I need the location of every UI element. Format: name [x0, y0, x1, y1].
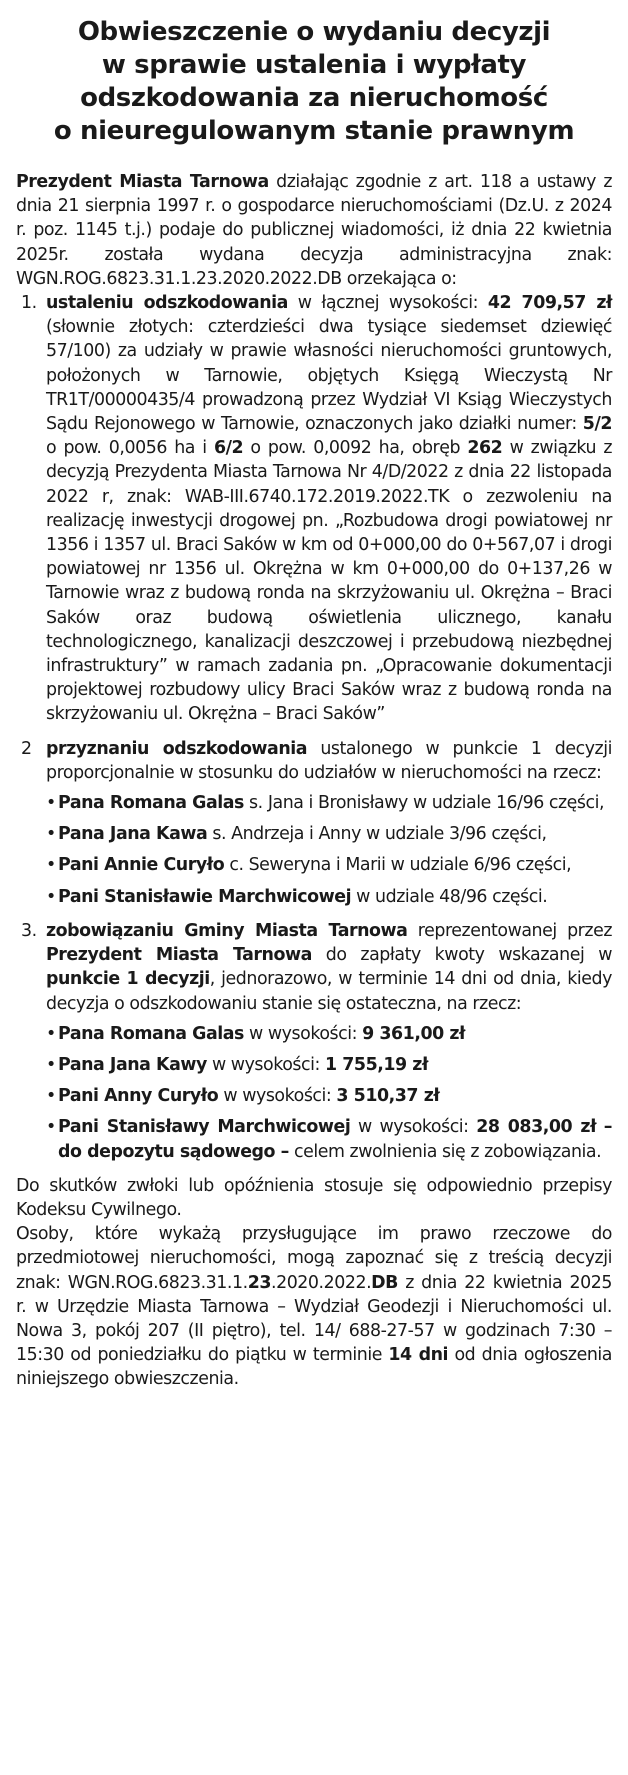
item-2-lead: przyznaniu odszkodowania [46, 738, 308, 759]
deadline-days: 14 dni [388, 1345, 449, 1366]
item-1-text [46, 291, 612, 727]
text-fragment: z dnia 22 kwietnia 2025 r. w Urzędzie Miasta Tarnowa – Wydział Geodezji i Nieruchomości ul. Nowa 3, pokój 207 (II piętro), tel. 14/ 688-27-57 w godzinach 7:30 – 15:30 od poniedziałku do piątku w terminie [16, 1272, 612, 1366]
list-item [46, 1115, 612, 1163]
text-fragment: w wysokości: [218, 1086, 337, 1107]
item-3-text [46, 919, 612, 1016]
person-name: Pana Romana Galas [58, 1023, 244, 1044]
text-fragment: celem zwolnienia się z zobowiązania. [288, 1141, 602, 1162]
text-fragment: ustalonego w punkcie 1 decyzji proporcjonalnie w stosunku do udziałów w nieruchomości na rzecz: [46, 738, 613, 783]
list-item [46, 791, 612, 815]
payment-amount: 3 510,37 zł [336, 1086, 440, 1107]
obreb-number: 262 [467, 438, 503, 459]
person-detail: s. Andrzeja i Anny w udziale 3/96 części, [207, 824, 547, 845]
item-1-lead: ustaleniu odszkodowania [46, 293, 288, 314]
item-3-lead: zobowiązaniu Gminy Miasta Tarnowa [46, 920, 408, 941]
decision-code-part: DB [371, 1272, 398, 1293]
text-fragment: w związku z decyzją Prezydenta Miasta Tarnowa Nr 4/D/2022 z dnia 22 listopada 2022 r, znak: WAB-III.6740.172.2019.2022.TK o zezwoleniu na realizację inwestycji drogowej pn. „Rozbudowa drogi powiatowej nr 1356 i 1357 ul. Braci Saków w km od 0+000,00 do 0+567,07 i drogi powiatowej nr 1356 ul. Okrężna w km 0+000,00 do 0+137,26 w Tarnowie wraz z budową ronda na skrzyżowaniu ul. Okrężna – Braci Saków oraz budową oświetlenia ulicznego, kanału technologicznego, kanalizacji deszczowej i przebudową niezbędnej infrastruktury” w ramach zadania pn. „Opracowanie dokumentacji projektowej rozbudowy ulicy Braci Saków wraz z budową ronda na skrzyżowaniu ul. Okrężna – Braci Saków” [46, 438, 612, 725]
payment-amount: 28 083,00 zł [476, 1117, 597, 1138]
text-fragment: do zapłaty kwoty wskazanej w [311, 945, 612, 966]
text-fragment: .2020.2022. [271, 1272, 372, 1293]
title-line: odszkodowania za nieruchomość [80, 83, 548, 113]
text-fragment: w wysokości: [243, 1023, 363, 1044]
point-reference: punkcie 1 decyzji [46, 969, 210, 990]
title-line: o nieuregulowanym stanie prawnym [53, 116, 575, 146]
person-name: Pani Stanisławy Marchwicowej [58, 1117, 351, 1138]
text-fragment: , jednorazowo, w terminie 14 dni od dnia, kiedy decyzja o odszkodowaniu stanie się ostateczna, na rzecz: [46, 969, 612, 1014]
text-fragment: w wysokości: [206, 1054, 326, 1075]
representative-name: Prezydent Miasta Tarnowa [46, 945, 312, 966]
deposit-note: – do depozytu sądowego – [58, 1117, 613, 1162]
text-fragment: Osoby, które wykażą przysługujące im prawo rzeczowe do przedmiotowej nieruchomości, mogą zapoznać się z treścią decyzji znak: WGN.ROG.6823.31.1. [16, 1224, 612, 1293]
announcement-body [16, 170, 612, 1392]
decision-item-1 [16, 291, 612, 727]
authority-name: Prezydent Miasta Tarnowa [16, 172, 269, 192]
announcement-title [26, 16, 602, 148]
person-name: Pani Anny Curyło [58, 1086, 219, 1107]
list-item [46, 1022, 612, 1046]
payment-list [46, 1022, 612, 1164]
payment-amount: 1 755,19 zł [325, 1054, 428, 1075]
plot-number: 6/2 [213, 438, 244, 459]
person-name: Pana Romana Galas [58, 793, 244, 814]
payment-amount: 9 361,00 zł [362, 1023, 466, 1044]
intro-text: działając zgodnie z art. 118 a ustawy z dnia 21 sierpnia 1997 r. o gospodarce nieruchomościami (Dz.U. z 2024 r. poz. 1145 t.j.) podaje do publicznej wiadomości, iż dnia 22 kwietnia 2025r. została wydana decyzja administracyjna znak: WGN.ROG.6823.31.1.23.2020.2022.DB orzekająca o: [16, 172, 612, 289]
person-detail: w udziale 48/96 części. [351, 886, 548, 907]
person-name: Pana Jana Kawy [58, 1054, 207, 1075]
decision-item-2 [16, 737, 612, 909]
decision-code-part: 23 [247, 1272, 271, 1293]
delay-paragraph: Do skutków zwłoki lub opóźnienia stosuje się odpowiednio przepisy Kodeksu Cywilnego. [16, 1175, 612, 1220]
text-fragment: od dnia ogłoszenia niniejszego obwieszczenia. [16, 1345, 612, 1390]
text-fragment: w łącznej wysokości: [287, 293, 488, 314]
list-item [46, 885, 612, 909]
share-list [46, 791, 612, 909]
text-fragment: w wysokości: [350, 1117, 477, 1138]
item-2-text [46, 737, 612, 785]
list-item [46, 1053, 612, 1077]
text-fragment: reprezentowanej przez [407, 920, 612, 941]
total-amount: 42 709,57 zł [487, 293, 612, 314]
text-fragment: (słownie złotych: czterdzieści dwa tysiące siedemset dziewięć 57/100) za udziały w prawie własności nieruchomości gruntowych, położonych w Tarnowie, objętych Księgą Wieczystą Nr TR1T/00000435/4 prowadzoną przez Wydział VI Ksiąg Wieczystych Sądu Rejonowego w Tarnowie, oznaczonych jako działki numer: [46, 317, 612, 435]
item-number: 2 [21, 738, 32, 759]
person-name: Pani Annie Curyło [58, 855, 225, 876]
intro-paragraph [16, 170, 612, 291]
text-fragment: o pow. 0,0056 ha i [46, 438, 214, 459]
list-item [46, 853, 612, 877]
item-number: 3. [21, 920, 37, 941]
item-number: 1. [21, 293, 37, 314]
plot-number: 5/2 [582, 414, 612, 435]
list-item [46, 1084, 612, 1108]
outro-paragraph [16, 1222, 612, 1391]
person-detail: s. Jana i Bronisławy w udziale 16/96 części, [243, 793, 605, 814]
decision-item-3 [16, 919, 612, 1164]
list-item [46, 822, 612, 846]
person-detail: c. Seweryna i Marii w udziale 6/96 części, [224, 855, 572, 876]
title-line: Obwieszczenie o wydaniu decyzji [77, 17, 551, 47]
person-name: Pana Jana Kawa [58, 824, 208, 845]
title-line: w sprawie ustalenia i wypłaty [101, 50, 527, 80]
person-name: Pani Stanisławie Marchwicowej [58, 886, 352, 907]
text-fragment: o pow. 0,0092 ha, obręb [243, 438, 468, 459]
